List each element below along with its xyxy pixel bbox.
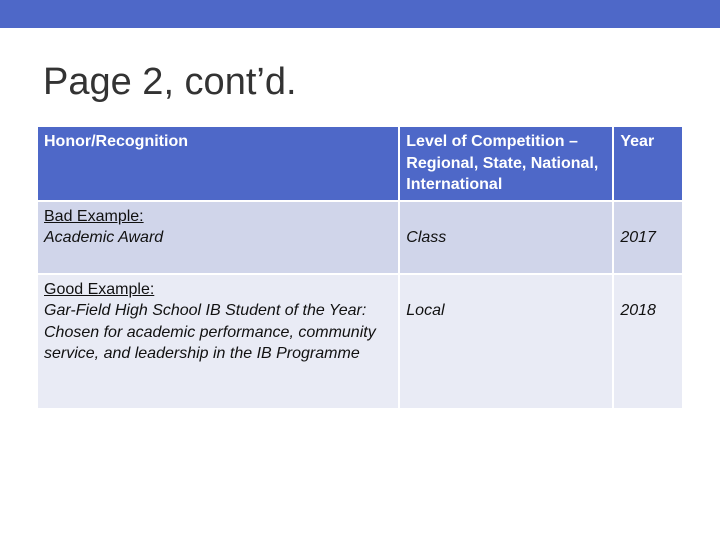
level-cell: Class bbox=[400, 202, 612, 273]
honor-text: Gar-Field High School IB Student of the Year: Chosen for academic performance, community service, and leadership in the IB Programme bbox=[44, 302, 376, 362]
header-year: Year bbox=[614, 127, 682, 200]
example-label: Bad Example: bbox=[44, 207, 144, 225]
honor-text: Academic Award bbox=[44, 229, 164, 246]
slide-title: Page 2, cont’d. bbox=[43, 61, 297, 103]
honors-table bbox=[36, 125, 684, 410]
level-cell: Local bbox=[400, 275, 612, 408]
top-accent-bar bbox=[0, 0, 720, 28]
honor-cell bbox=[38, 275, 398, 408]
honor-cell bbox=[38, 202, 398, 273]
year-cell: 2017 bbox=[614, 202, 682, 273]
table-row bbox=[38, 202, 682, 273]
header-honor-recognition: Honor/Recognition bbox=[38, 127, 398, 200]
header-level-of-competition: Level of Competition – Regional, State, National, International bbox=[400, 127, 612, 200]
table-row bbox=[38, 275, 682, 408]
table-header-row bbox=[38, 127, 682, 200]
year-cell: 2018 bbox=[614, 275, 682, 408]
example-label: Good Example: bbox=[44, 280, 155, 298]
